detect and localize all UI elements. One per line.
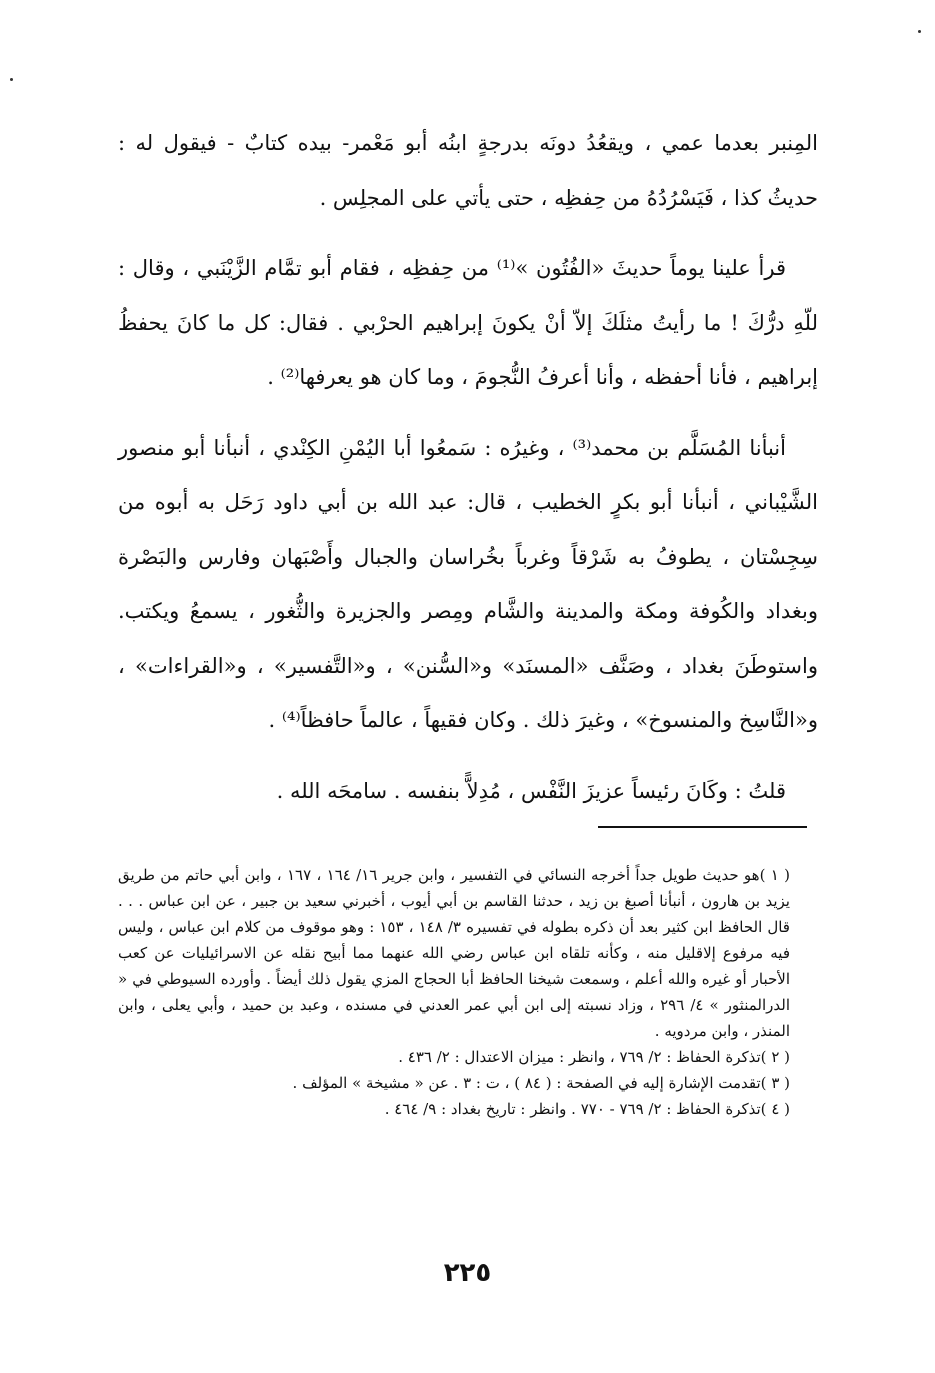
paragraph-2: قرأ علينا يوماً حديثَ «الفُتُون »⁽¹⁾ من حِفظِه ، فقام أبو تمَّام الزَّيْنَبي ، وقال : للّهِ درُّكَ ! ما رأيتُ مثلَكَ إلاّ أنْ يكونَ إبراهيم الحرْبي . فقال: كل ما كانَ يحفظُ إبراهيم ، فأنا أحفظه ، وأنا أعرفُ النُّجومَ ، وما كان هو يعرفها⁽²⁾ . [118,256,818,389]
paragraph-3: أنبأنا المُسَلَّم بن محمد⁽³⁾ ، وغيرُه : سَمعُوا أبا اليُمْنِ الكِنْدي ، أنبأنا أبو منصور الشَّيْباني ، أنبأنا أبو بكرٍ الخطيب ، قال: عبد الله بن أبي داود رَحَل به أبوه من سِجِسْتان ، يطوفُ به شَرْقاً وغرباً بخُراسان والجبال وأَصْبَهان وفارس والبَصْرة وبغداد والكُوفة ومكة والمدينة والشَّام ومِصر والجزيرة والثُّغور ، يسمعُ ويكتب. واستوطَنَ بغداد ، وصَنَّف «المسنَد» و«السُّنن» ، و«التَّفسير» ، و«القراءات» ، و«النَّاسِخ والمنسوخ» ، وغيرَ ذلك . وكان فقيهاً ، عالماً حافظاً⁽⁴⁾ . [118,435,818,732]
paragraph-4: قلتُ : وكَانَ رئيساً عزيزَ النَّفْس ، مُدِلاًّ بنفسه . سامحَه الله . [276,778,786,803]
footnote-separator [598,826,807,828]
scan-speck [10,78,13,81]
page-number: ٢٢٥ [443,1258,492,1288]
footnote-2: ( ٢ )تذكرة الحفاظ : ٢/ ٧٦٩ ، وانظر : ميزان الاعتدال : ٢/ ٤٣٦ . [398,1048,790,1066]
paragraph-1: المِنبر بعدما عمي ، ويقعُدُ دونَه بدرجةٍ ابنُه أبو مَعْمر- بيده كتابٌ - فيقول له : حديثُ كذا ، فَيَسْرُدُهُ من حِفظِه ، حتى يأتي على المجلِس . [118,131,818,210]
footnotes [118,862,818,1122]
footnote-1: ( ١ )هو حديث طويل جداً أخرجه النسائي في التفسير ، وابن جرير ١٦/ ١٦٤ ، ١٦٧ ، وابن أبي حاتم من طريق يزيد بن هارون ، أنبأنا أصبغ بن زيد ، حدثنا القاسم بن أبي أيوب ، أخبرني سعيد بن جبير ، عن ابن عباس . . . قال الحافظ ابن كثير بعد أن ذكره بطوله في تفسيره ٣/ ١٤٨ ، ١٥٣ : وهو موقوف من كلام ابن عباس ، وليس فيه مرفوع إلاقليل منه ، وكأنه تلقاه ابن عباس رضي الله عنهما مما أبيح نقله عن الاسرائيليات عن كعب الأحبار أو غيره والله أعلم ، وسمعت شيخنا الحافظ أبا الحجاج المزي يقول ذلك أيضاً . وأورده السيوطي في « الدرالمنثور » ٤/ ٢٩٦ ، وزاد نسبته إلى ابن أبي عمر العدني في مسنده ، وعبد بن حميد ، وأبي يعلى ، وابن المنذر ، وابن مردويه . [118,866,791,1040]
footnote-4: ( ٤ )تذكرة الحفاظ : ٢/ ٧٦٩ - ٧٧٠ . وانظر : تاريخ بغداد : ٩/ ٤٦٤ . [384,1100,790,1118]
scan-speck [918,30,921,33]
main-text [118,116,818,818]
footnote-3: ( ٣ )تقدمت الإشارة إليه في الصفحة : ( ٨٤ ) ، ت : ٣ . عن « مشيخة » المؤلف . [292,1074,790,1092]
